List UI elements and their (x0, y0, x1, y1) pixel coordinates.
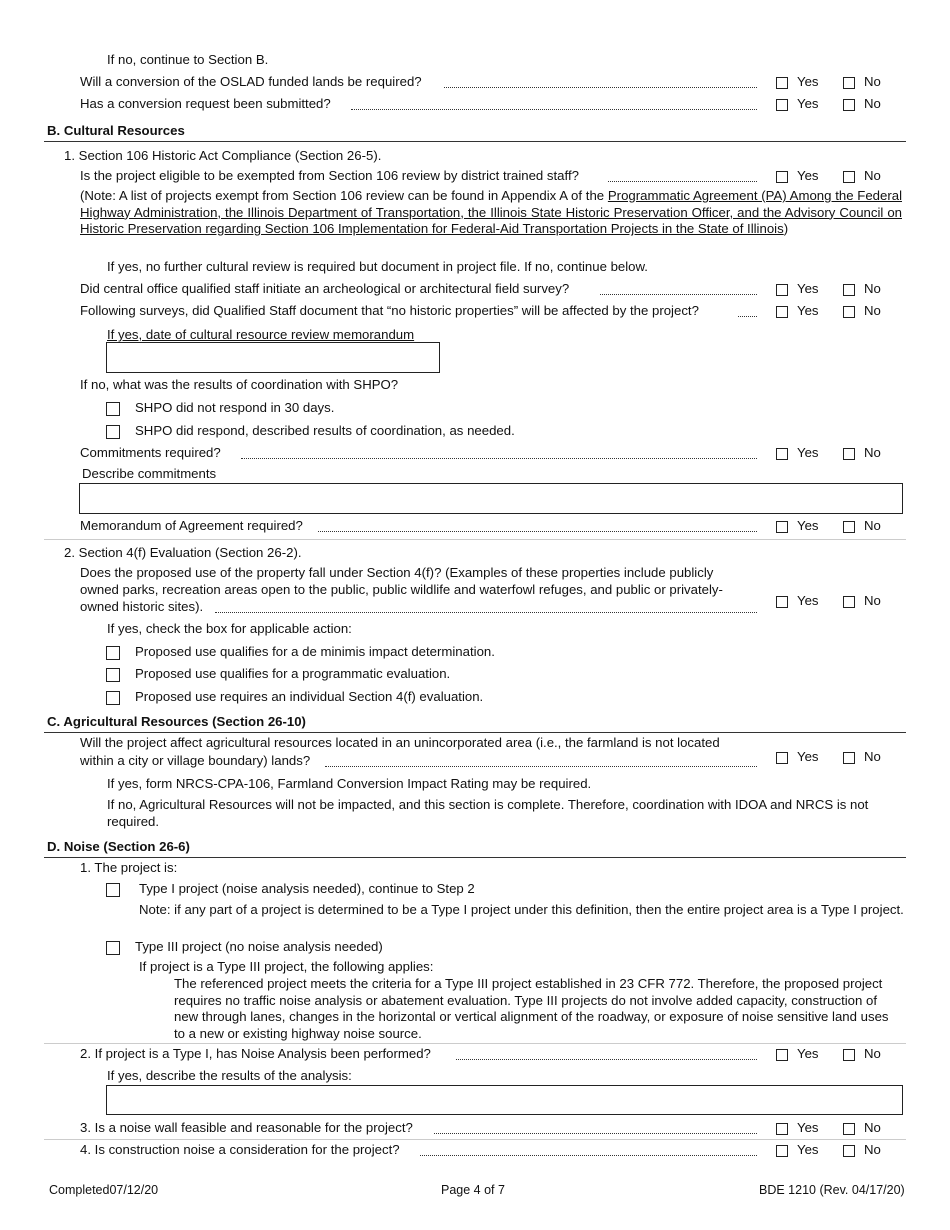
type1-label: Type I project (noise analysis needed), continue to Step 2 (139, 881, 475, 896)
no-label: No (864, 168, 881, 183)
moa-question: Memorandum of Agreement required? (80, 518, 303, 533)
exempt-question: Is the project eligible to be exempted from Section 106 review by district trained staff? (80, 168, 579, 183)
noise-wall-yes-checkbox[interactable] (776, 1123, 788, 1135)
noise-analysis-yes-checkbox[interactable] (776, 1049, 788, 1061)
no-label: No (864, 303, 881, 318)
project-is-label: 1. The project is: (80, 860, 178, 875)
leader-dots (241, 458, 757, 459)
exempt-yes-checkbox[interactable] (776, 171, 788, 183)
construction-noise-yes-checkbox[interactable] (776, 1145, 788, 1157)
noise-analysis-describe-label: If yes, describe the results of the analysis: (107, 1068, 352, 1083)
deminimis-label: Proposed use qualifies for a de minimis impact determination. (135, 644, 495, 659)
section-106-note: (Note: A list of projects exempt from Section 106 review can be found in Appendix A of the Programmatic Agreement (PA) Among the Federal Highway Administration, the Illinois Department of Transportation, the Illinois State Historic Preservation Officer, and the Advisory Council on Historic Preservation regarding Section 106 Implementation for Federal-Aid Transportation Projects in the State of Illinois) (80, 188, 902, 236)
yes-label: Yes (797, 96, 819, 111)
type3-label: Type III project (no noise analysis needed) (135, 939, 383, 954)
noise-analysis-results-field[interactable] (106, 1085, 903, 1115)
date-memo-field[interactable] (106, 342, 440, 373)
completed-date[interactable]: 07/12/20 (109, 1183, 159, 1197)
yes-label: Yes (797, 1046, 819, 1061)
deminimis-checkbox[interactable] (106, 646, 120, 660)
programmatic-checkbox[interactable] (106, 668, 120, 682)
type1-checkbox[interactable] (106, 883, 120, 897)
agri-if-yes-text: If yes, form NRCS-CPA-106, Farmland Conversion Impact Rating may be required. (107, 776, 592, 791)
section-4f-title: 2. Section 4(f) Evaluation (Section 26-2). (64, 545, 302, 560)
yes-label: Yes (797, 303, 819, 318)
describe-commitments-label: Describe commitments (82, 466, 217, 481)
construction-noise-question: 4. Is construction noise a consideration for the project? (80, 1142, 400, 1157)
conversion-request-yes-checkbox[interactable] (776, 99, 788, 111)
no-label: No (864, 445, 881, 460)
section-divider (44, 141, 906, 142)
programmatic-label: Proposed use qualifies for a programmatic evaluation. (135, 666, 451, 681)
shpo-responded-checkbox[interactable] (106, 425, 120, 439)
footer-form-id: BDE 1210 (Rev. 04/17/20) (759, 1183, 905, 1197)
conversion-question: Will a conversion of the OSLAD funded lands be required? (80, 74, 422, 89)
leader-dots (318, 531, 757, 532)
commitments-field[interactable] (79, 483, 903, 514)
individual-4f-checkbox[interactable] (106, 691, 120, 705)
type3-checkbox[interactable] (106, 941, 120, 955)
no-label: No (864, 96, 881, 111)
type3-applies-text: If project is a Type III project, the following applies: (139, 959, 434, 974)
conversion-request-no-checkbox[interactable] (843, 99, 855, 111)
moa-no-checkbox[interactable] (843, 521, 855, 533)
row-divider (44, 1139, 906, 1140)
individual-4f-label: Proposed use requires an individual Section 4(f) evaluation. (135, 689, 484, 704)
section-4f-question-line1: Does the proposed use of the property fall under Section 4(f)? (Examples of these properties include publicly (80, 565, 714, 580)
agri-question-line2: within a city or village boundary) lands? (80, 753, 311, 768)
leader-dots (456, 1059, 757, 1060)
no-label: No (864, 518, 881, 533)
yes-label: Yes (797, 168, 819, 183)
no-label: No (864, 1142, 881, 1157)
footer-completed: Completed07/12/20 (49, 1183, 159, 1197)
programmatic-agreement-link[interactable]: Programmatic Agreement (PA) Among the Federal Highway Administration, the Illinois Department of Transportation, the Illinois State Historic Preservation Officer, and the Advisory Council on Historic Preservation regarding Section 106 Implementation for Federal-Aid Transportation Projects in the State of Illinois (80, 188, 902, 236)
if-yes-check-text: If yes, check the box for applicable action: (107, 621, 352, 636)
leader-dots (434, 1133, 757, 1134)
noise-analysis-no-checkbox[interactable] (843, 1049, 855, 1061)
field-survey-no-checkbox[interactable] (843, 284, 855, 296)
leader-dots (325, 766, 757, 767)
section-4f-no-checkbox[interactable] (843, 596, 855, 608)
type3-criteria-text: The referenced project meets the criteria for a Type III project established in 23 CFR 772. Therefore, the proposed project requires no traffic noise analysis or abatement evaluation. Type III projects do not involve added capacity, construction of new through lanes, changes in the horizontal or vertical alignment of the roadway, or exposure of noise sensitive land uses to a new or existing highway noise source. (174, 976, 889, 1041)
leader-dots (738, 316, 757, 317)
yes-label: Yes (797, 593, 819, 608)
leader-dots (444, 87, 757, 88)
yes-label: Yes (797, 518, 819, 533)
section-b-heading: B. Cultural Resources (47, 123, 185, 138)
no-historic-yes-checkbox[interactable] (776, 306, 788, 318)
conversion-request-question: Has a conversion request been submitted? (80, 96, 331, 111)
yes-label: Yes (797, 281, 819, 296)
yes-label: Yes (797, 1142, 819, 1157)
no-label: No (864, 1120, 881, 1135)
no-label: No (864, 593, 881, 608)
no-label: No (864, 1046, 881, 1061)
yes-label: Yes (797, 1120, 819, 1135)
moa-yes-checkbox[interactable] (776, 521, 788, 533)
no-label: No (864, 74, 881, 89)
leader-dots (215, 612, 757, 613)
no-label: No (864, 281, 881, 296)
noise-wall-no-checkbox[interactable] (843, 1123, 855, 1135)
agri-question-line1: Will the project affect agricultural resources located in an unincorporated area (i.e., the farmland is not located (80, 735, 720, 750)
no-historic-no-checkbox[interactable] (843, 306, 855, 318)
agri-if-no-text: If no, Agricultural Resources will not be impacted, and this section is complete. Therefore, coordination with IDOA and NRCS is not required. (107, 797, 869, 829)
shpo-no-response-label: SHPO did not respond in 30 days. (135, 400, 335, 415)
no-historic-question: Following surveys, did Qualified Staff document that “no historic properties” will be affected by the project? (80, 303, 699, 318)
section-4f-question-line3: owned historic sites). (80, 599, 204, 614)
agri-yes-checkbox[interactable] (776, 752, 788, 764)
section-d-heading: D. Noise (Section 26-6) (47, 839, 190, 854)
leader-dots (420, 1155, 757, 1156)
section-divider (44, 732, 906, 733)
shpo-responded-label: SHPO did respond, described results of coordination, as needed. (135, 423, 515, 438)
exempt-no-checkbox[interactable] (843, 171, 855, 183)
leader-dots (608, 181, 757, 182)
yes-label: Yes (797, 74, 819, 89)
commitments-question: Commitments required? (80, 445, 221, 460)
commitments-no-checkbox[interactable] (843, 448, 855, 460)
yes-label: Yes (797, 749, 819, 764)
yes-label: Yes (797, 445, 819, 460)
leader-dots (600, 294, 757, 295)
row-divider (44, 1043, 906, 1044)
shpo-question: If no, what was the results of coordination with SHPO? (80, 377, 399, 392)
type1-note: Note: if any part of a project is determined to be a Type I project under this definition, then the entire project area is a Type I project. (139, 902, 904, 917)
field-survey-question: Did central office qualified staff initiate an archeological or architectural field survey? (80, 281, 570, 296)
footer-page-number: Page 4 of 7 (441, 1183, 505, 1197)
noise-wall-question: 3. Is a noise wall feasible and reasonable for the project? (80, 1120, 413, 1135)
conversion-yes-checkbox[interactable] (776, 77, 788, 89)
field-survey-yes-checkbox[interactable] (776, 284, 788, 296)
no-label: No (864, 749, 881, 764)
leader-dots (351, 109, 757, 110)
conversion-no-checkbox[interactable] (843, 77, 855, 89)
section-106-title: 1. Section 106 Historic Act Compliance (Section 26-5). (64, 148, 382, 163)
if-yes-no-further-text: If yes, no further cultural review is required but document in project file. If no, continue below. (107, 259, 648, 274)
section-c-heading: C. Agricultural Resources (Section 26-10) (47, 714, 306, 729)
section-4f-yes-checkbox[interactable] (776, 596, 788, 608)
construction-noise-no-checkbox[interactable] (843, 1145, 855, 1157)
section-divider (44, 857, 906, 858)
commitments-yes-checkbox[interactable] (776, 448, 788, 460)
noise-analysis-question: 2. If project is a Type I, has Noise Analysis been performed? (80, 1046, 431, 1061)
continue-section-b-text: If no, continue to Section B. (107, 52, 269, 67)
row-divider (44, 539, 906, 540)
agri-no-checkbox[interactable] (843, 752, 855, 764)
date-memo-label: If yes, date of cultural resource review memorandum (107, 327, 415, 342)
shpo-no-response-checkbox[interactable] (106, 402, 120, 416)
section-4f-question-line2: owned parks, recreation areas open to the public, public wildlife and waterfowl refuges, and public or privately- (80, 582, 723, 597)
